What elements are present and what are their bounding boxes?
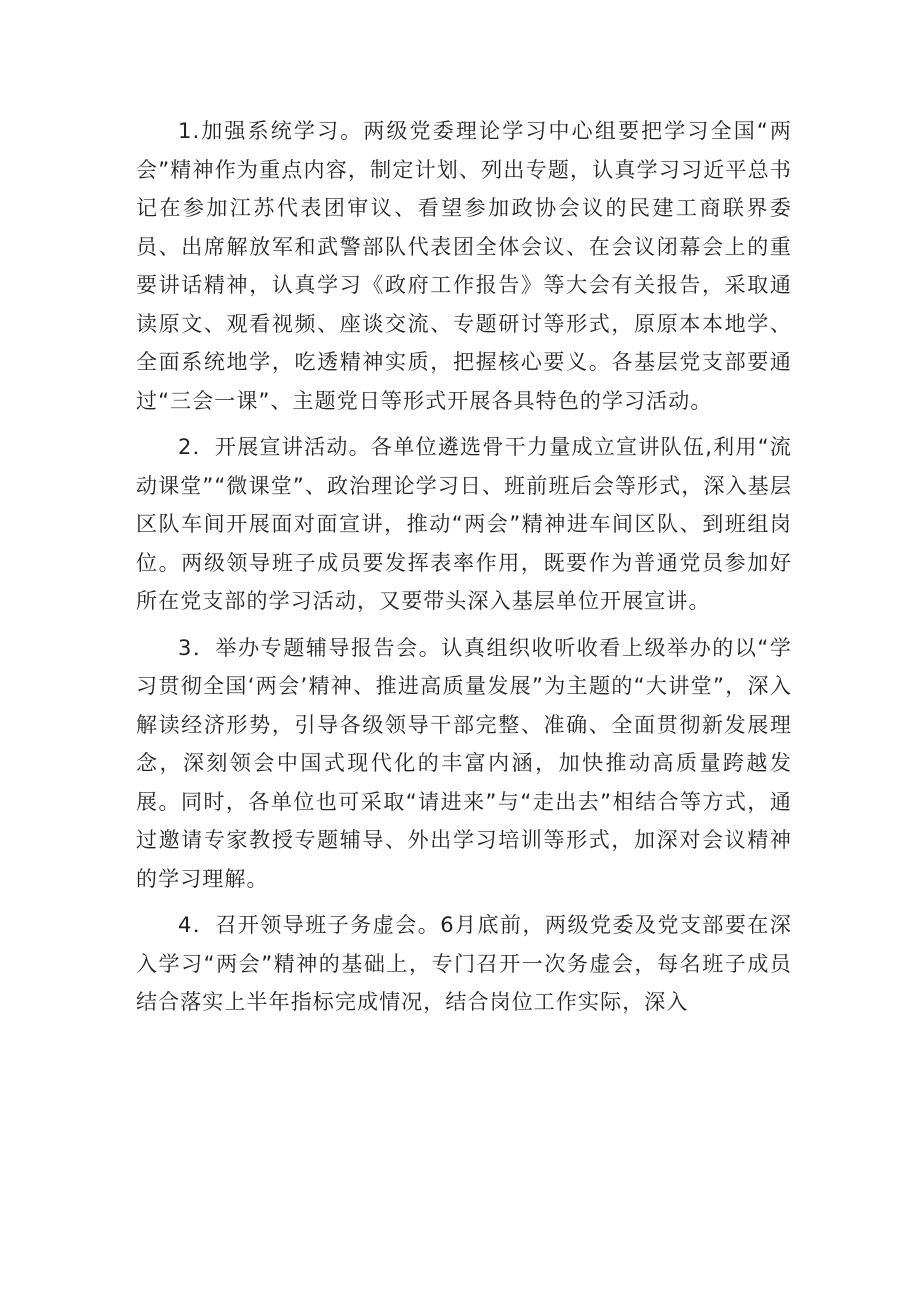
paragraph-lecture-activities: 2．开展宣讲活动。各单位遴选骨干力量成立宣讲队伍,利用“流动课堂”“微课堂”、政治理论学习日、班前班后会等形式，深入基层区队车间开展面对面宣讲，推动“两会”精神进车间区队、到班组岗位。两级领导班子成员要发挥表率作用，既要作为普通党员参加好所在党支部的学习活动，又要带头深入基层单位开展宣讲。 [136,435,792,613]
paragraph-leadership-meeting: 4．召开领导班子务虚会。6月底前，两级党委及党支部要在深入学习“两会”精神的基础上，专门召开一次务虚会，每名班子成员结合落实上半年指标完成情况，结合岗位工作实际，深入 [136,913,792,1014]
paragraph-system-study: 1.加强系统学习。两级党委理论学习中心组要把学习全国“两会”精神作为重点内容，制定计划、列出专题，认真学习习近平总书记在参加江苏代表团审议、看望参加政协会议的民建工商联界委员、出席解放军和武警部队代表团全体会议、在会议闭幕会上的重要讲话精神，认真学习《政府工作报告》等大会有关报告，采取通读原文、观看视频、座谈交流、专题研讨等形式，原原本本地学、全面系统地学，吃透精神实质，把握核心要义。各基层党支部要通过“三会一课”、主题党日等形式开展各具特色的学习活动。 [136,119,792,413]
document-body [136,112,792,1030]
paragraph-special-report: 3．举办专题辅导报告会。认真组织收听收看上级举办的以“学习贯彻全国‘两会’精神、推进高质量发展”为主题的“大讲堂”，深入解读经济形势，引导各级领导干部完整、准确、全面贯彻新发展理念，深刻领会中国式现代化的丰富内涵，加快推动高质量跨越发展。同时，各单位也可采取“请进来”与“走出去”相结合等方式，通过邀请专家教授专题辅导、外出学习培训等形式，加深对会议精神的学习理解。 [136,635,792,891]
